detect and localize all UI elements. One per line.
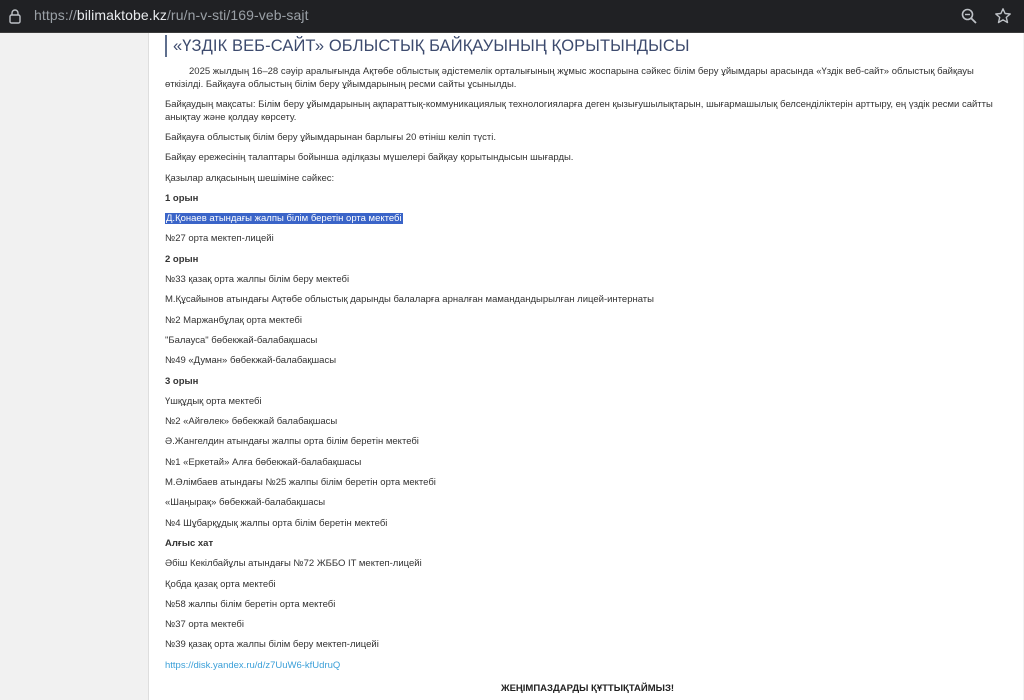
applications-paragraph: Байқауға облыстық білім беру ұйымдарынан барлығы 20 өтініш келіп түсті. <box>165 132 496 143</box>
list-item: №37 орта мектебі <box>165 619 244 631</box>
list-item: №2 «Айгөлек» бөбекжай балабақшасы <box>165 416 338 428</box>
article-page <box>148 33 1023 700</box>
title-block <box>165 35 690 57</box>
list-item: «Шаңырақ» бөбекжай-балабақшасы <box>165 497 326 509</box>
place1-heading: 1 орын <box>165 192 199 204</box>
rules-paragraph: Байқау ережесінің талаптары бойынша әділқазы мүшелері байқау қорытындысын шығарды. <box>165 152 574 164</box>
place3-heading: 3 орын <box>165 375 199 387</box>
list-item: №33 қазақ орта жалпы білім беру мектебі <box>165 274 350 286</box>
list-item: Қобда қазақ орта мектебі <box>165 578 276 590</box>
link-line <box>165 659 1005 679</box>
thanks-heading: Алғыс хат <box>165 537 214 549</box>
jury-paragraph: Қазылар алқасының шешіміне сәйкес: <box>165 172 335 184</box>
url-field[interactable] <box>34 7 309 23</box>
bookmark-star-icon[interactable] <box>994 7 1012 25</box>
list-item: №1 «Еркетай» Алға бөбекжай-балабақшасы <box>165 456 362 468</box>
list-item: "Балауса" бөбекжай-балабақшасы <box>165 334 318 346</box>
congrats-text: ЖЕҢІМПАЗДАРДЫ ҚҰТТЫҚТАЙМЫЗ! <box>501 683 675 694</box>
yandex-disk-link[interactable]: https://disk.yandex.ru/d/z7UuW6-kfUdruQ <box>165 659 341 671</box>
url-host: bilimaktobe.kz <box>76 7 167 23</box>
highlighted-selection[interactable]: Д.Қонаев атындағы жалпы білім беретін орта мектебі <box>166 213 402 225</box>
list-item: №27 орта мектеп-лицейі <box>165 233 274 245</box>
list-item: М.Құсайынов атындағы Ақтөбе облыстық дарынды балаларға арналған мамандандырылған лицей-интернаты <box>165 294 654 306</box>
url-scheme: https:// <box>34 7 77 23</box>
list-item: №39 қазақ орта жалпы білім беру мектеп-лицейі <box>165 639 379 651</box>
browser-address-bar <box>0 0 1024 33</box>
zoom-icon[interactable] <box>960 7 978 25</box>
list-item: №4 Шұбарқұдық жалпы орта білім беретін мектебі <box>165 517 388 529</box>
list-item: Ә.Жангелдин атындағы жалпы орта білім беретін мектебі <box>165 436 419 448</box>
list-item: №2 Маржанбұлақ орта мектебі <box>165 314 302 326</box>
intro-paragraph: 2025 жылдың 16–28 сәуір аралығында Ақтөбе облыстық әдістемелік орталығының жұмыс жоспарына сәйкес білім беру ұйымдары арасында «Үздік веб-сайт» облыстық байқауы өткізілді. Байқауға облыстың білім беру ұйымдарының ресми сайты ұсынылды. <box>165 66 974 90</box>
lock-icon[interactable] <box>8 8 22 24</box>
article-body <box>165 65 1005 679</box>
goal-paragraph: Байқаудың мақсаты: Білім беру ұйымдарының ақпараттық-коммуникациялық технологияларға деген қызығушылықтарын, шығармашылық белсенділіктерін арттыру, ең үздік ресми сайтты анықтау және қолдау көрсету. <box>165 99 993 123</box>
left-margin <box>0 33 148 700</box>
article-title: «ҮЗДІК ВЕБ-САЙТ» ОБЛЫСТЫҚ БАЙҚАУЫНЫҢ ҚОРЫТЫНДЫСЫ <box>173 37 690 55</box>
list-item <box>165 212 1005 232</box>
list-item: М.Әлімбаев атындағы №25 жалпы білім беретін орта мектебі <box>165 477 436 489</box>
place2-heading: 2 орын <box>165 253 199 265</box>
url-path: /ru/n-v-sti/169-veb-sajt <box>166 7 309 23</box>
list-item: Үшқұдық орта мектебі <box>165 395 262 407</box>
list-item: №58 жалпы білім беретін орта мектебі <box>165 598 336 610</box>
list-item: Әбіш Кекілбайұлы атындағы №72 ЖББО IT мектеп-лицейі <box>165 558 422 570</box>
list-item: №49 «Думан» бөбекжай-балабақшасы <box>165 355 337 367</box>
